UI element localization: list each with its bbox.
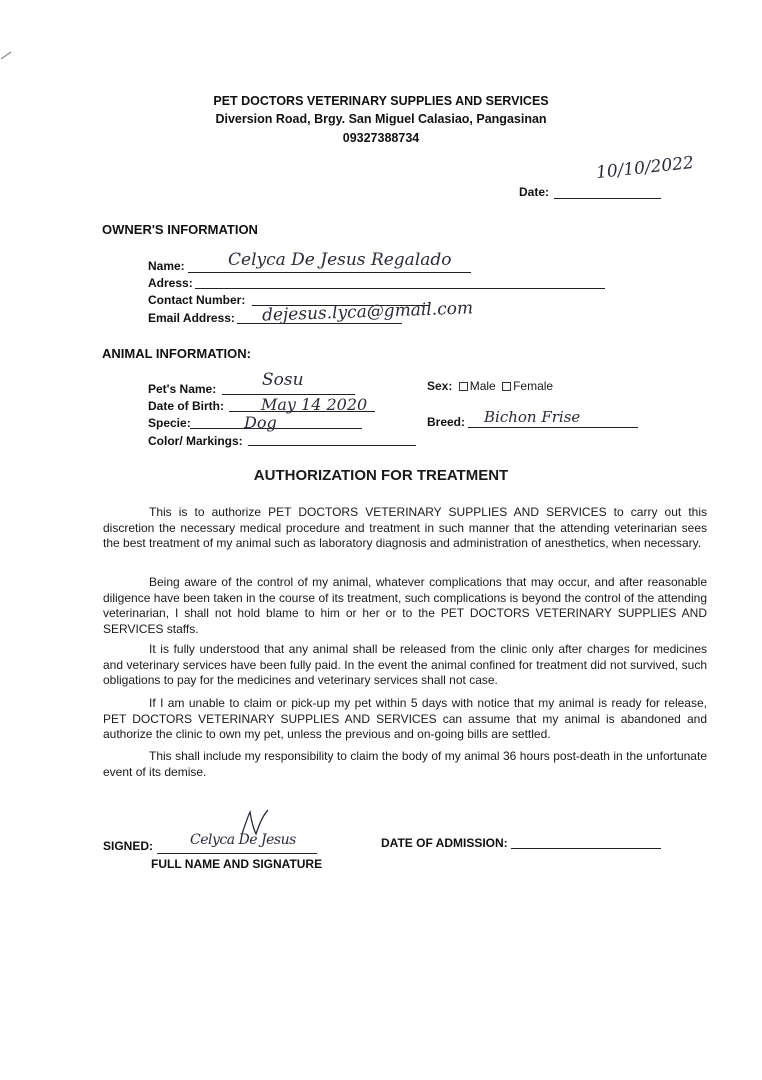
company-phone: 09327388734 [342,131,420,145]
breed-value: Bichon Frise [484,408,581,426]
breed-line[interactable] [468,427,638,428]
admission-label: DATE OF ADMISSION: [381,836,508,850]
pet-name-label: Pet's Name: [148,382,217,396]
admission-line[interactable] [511,848,661,849]
dob-value: May 14 2020 [261,395,368,414]
paragraph-5: This shall include my responsibility to claim the body of my animal 36 hours post-death in the unfortunate event of its demise. [103,749,707,779]
date-value: 10/10/2022 [595,152,695,184]
company-name: PET DOCTORS VETERINARY SUPPLIES AND SERVICES [213,94,549,108]
paragraph-2: Being aware of the control of my animal, whatever complications that may occur, and after reasonable diligence have been taken in the course of its treatment, such complications is beyond the control of the attending veterinarian, I shall not hold blame to him or her or to the PET DOCTORS VETERINARY SUPPLIES AND SERVICES staffs. [103,575,707,636]
name-line[interactable] [188,272,471,273]
paragraph-3: It is fully understood that any animal shall be released from the clinic only after charges for medicines and veterinary services have been fully paid. In the event the animal confined for treatment did not survived, such obligations to pay for the medicines and veterinary services shall not case. [103,642,707,687]
dob-label: Date of Birth: [148,399,224,413]
animal-section-title: ANIMAL INFORMATION: [102,346,251,361]
contact-label: Contact Number: [148,293,246,307]
signature-caption: FULL NAME AND SIGNATURE [151,857,323,871]
signature-mark [236,804,276,844]
sex-label: Sex: [427,379,453,393]
name-label: Name: [148,259,185,273]
male-checkbox[interactable] [459,382,468,391]
paragraph-4: If I am unable to claim or pick-up my pet within 5 days with notice that my animal is ready for release, PET DOCTORS VETERINARY SUPPLIES AND SERVICES can assume that my animal is abandoned and authorize the clinic to own my pet, unless the previous and on-going bills are settled. [103,696,707,741]
color-line[interactable] [248,445,416,446]
date-label: Date: [519,185,550,199]
paragraph-1: This is to authorize PET DOCTORS VETERINARY SUPPLIES AND SERVICES to carry out this discretion the necessary medical procedure and treatment in such manner that the attending veterinarian sees the best treatment of my animal such as laboratory diagnosis and administration of anesthetics, when necessary. [103,505,707,550]
signature-line[interactable] [157,853,317,854]
specie-label: Specie: [148,416,191,430]
specie-value: Dog [244,413,277,432]
name-value: Celyca De Jesus Regalado [228,250,452,270]
scan-mark [1,52,11,60]
date-line[interactable] [554,198,661,199]
male-option: Male [469,379,496,393]
female-option: Female [513,379,554,393]
authorization-title: AUTHORIZATION FOR TREATMENT [253,467,509,484]
pet-name-value: Sosu [262,370,304,390]
owner-section-title: OWNER'S INFORMATION [102,222,258,237]
signature-name: Celyca De Jesus [190,832,296,848]
sex-field [427,379,553,393]
female-checkbox[interactable] [502,382,511,391]
color-label: Color/ Markings: [148,434,243,448]
company-address: Diversion Road, Brgy. San Miguel Calasiao, Pangasinan [215,112,547,126]
breed-label: Breed: [427,415,466,429]
email-value: dejesus.lyca@gmail.com [261,298,474,326]
signed-label: SIGNED: [103,839,154,853]
address-label: Adress: [148,276,193,290]
email-label: Email Address: [148,311,235,325]
address-line[interactable] [195,288,605,289]
